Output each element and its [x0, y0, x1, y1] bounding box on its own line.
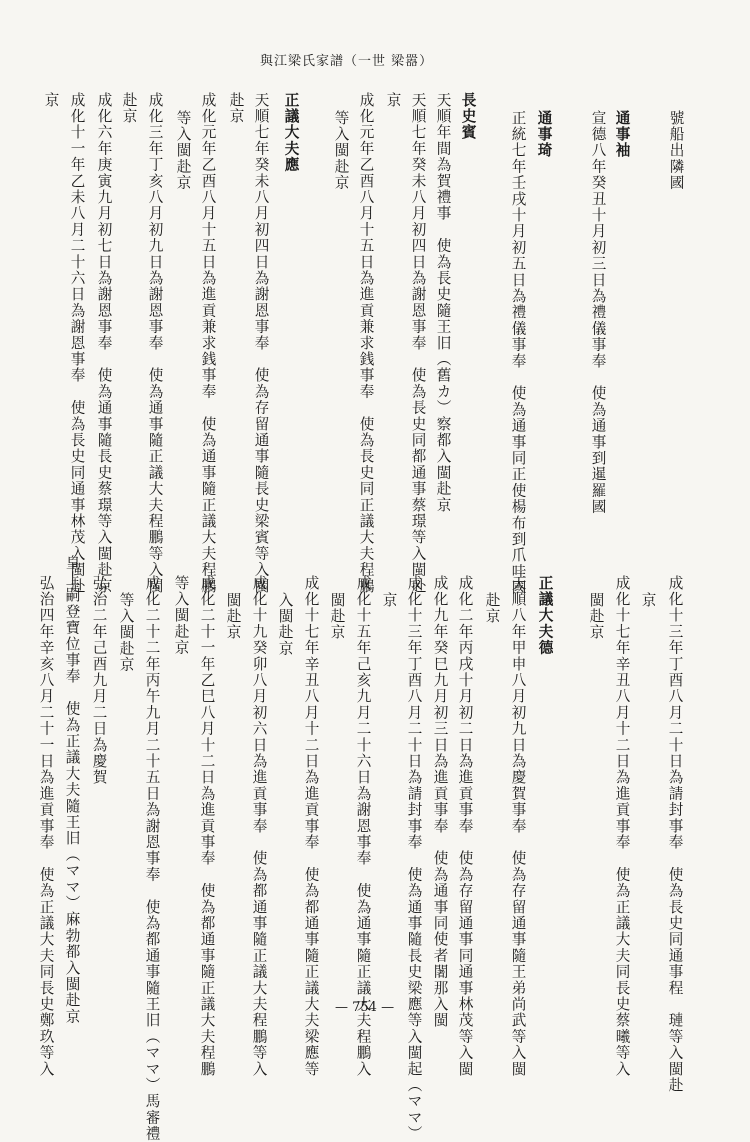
text-column: 等入閩赴京	[332, 110, 350, 191]
text-column: 入閩赴京	[276, 592, 294, 657]
text-column: 成化十九癸卯八月初六日為進貢事奉 使為都通事隨正議大夫程鵬等入	[250, 575, 268, 1078]
text-column: 宣德八年癸丑十月初三日為禮儀事奉 使為通事到暹羅國	[589, 110, 607, 515]
section-heading: 正議大夫德	[536, 575, 554, 656]
text-column: 號船出隣國	[667, 110, 685, 191]
text-column: 赴京	[120, 92, 138, 125]
text-column: 成化十一年乙未八月二十六日為謝恩事奉 使為長史同通事林茂入閩赴	[68, 92, 86, 595]
text-column: 成化二十二年丙午九月二十五日為謝恩事奉 使為都通事隨王旧（ママ）馬審禮	[143, 575, 161, 1142]
section-heading: 通事袖	[613, 110, 631, 159]
text-column: 成化九年癸巳九月初三日為進貢事奉 使為通事同使者闍那入閩	[431, 575, 449, 1029]
text-column: 等入閩赴京	[172, 575, 190, 656]
section-heading: 通事琦	[535, 110, 553, 159]
text-column: 成化二年丙戌十月初二日為進貢事奉 使為存留通事同通事林茂等入閩	[456, 575, 474, 1078]
text-column: 成化六年庚寅九月初七日為謝恩事奉 使為通事隨長史蔡璟等入閩赴京	[95, 92, 113, 595]
text-column: 弘治四年辛亥八月二十一日為進貢事奉 使為正議大夫同長史鄭玖等入	[37, 575, 55, 1078]
text-column: 閩赴京	[328, 592, 346, 641]
text-column: 京	[384, 92, 402, 109]
text-column: 赴京	[227, 92, 245, 125]
text-column: 京	[380, 592, 398, 609]
text-column: 成化元年乙酉八月十五日為進貢兼求銭事奉 使為通事隨正議大夫程鵬	[199, 92, 217, 595]
section-heading: 正議大夫應	[282, 92, 300, 173]
text-column: 成化十七年辛丑八月十二日為進貢事奉 使為正議大夫同長史蔡曦等入	[613, 575, 631, 1078]
text-column: 等入閩赴京	[117, 592, 135, 673]
text-column: 成化二十一年乙巳八月十二日為進貢事奉 使為都通事隨正議大夫程鵬	[198, 575, 216, 1078]
text-column: 正統七年壬戌十月初五日為禮儀事奉 使為通事同正使楊布到爪哇國	[509, 110, 527, 596]
text-column: 皇上嗣登寶位事奉 使為正議大夫隨王旧（ママ）麻勃都入閩赴京	[63, 555, 81, 1025]
text-column: 天順八年甲申八月初九日為慶賀事奉 使為存留通事隨王弟尚武等入閩	[509, 575, 527, 1078]
text-column: 天順七年癸未八月初四日為謝恩事奉 使為存留通事隨長史梁賓等入閩	[252, 92, 270, 595]
text-column: 天順七年癸未八月初四日為謝恩事奉 使為長史同都通事蔡璟等入閩赴	[409, 92, 427, 595]
text-column: 天順年間為賀禮事 使為長史隨王旧（舊カ）察都入閩赴京	[434, 92, 452, 514]
page-number: — 754 —	[335, 1000, 395, 1015]
text-column: 京	[42, 92, 60, 109]
text-column: 閩赴京	[587, 592, 605, 641]
text-column: 成化十三年丁酉八月二十日為請封事奉 使為長史同通事程 璉等入閩赴	[666, 575, 684, 1094]
text-column: 成化三年丁亥八月初九日為謝恩事奉 使為通事隨正議大夫程鵬等入閩	[146, 92, 164, 595]
section-heading: 長史賓	[459, 92, 477, 141]
text-column: 弘治二年己酉九月二日為慶賀	[90, 575, 108, 786]
text-column: 京	[639, 592, 657, 609]
text-column: 成化十七年辛丑八月十二日為進貢事奉 使為都通事隨正議大夫梁應等	[302, 575, 320, 1078]
text-column: 赴京	[483, 592, 501, 625]
page-header: 與江梁氏家譜（一世 梁嚣）	[260, 54, 434, 69]
text-column: 成化十五年己亥九月二十六日為謝恩事奉 使為通事隨正議大夫程鵬入	[354, 575, 372, 1078]
text-column: 成化元年乙酉八月十五日為進貢兼求銭事奉 使為長史同正議大夫程鵬	[357, 92, 375, 595]
text-column: 成化十三年丁酉八月二十日為請封事奉 使為通事隨長史梁應等入閩起（ママ）	[405, 575, 423, 1142]
text-column: 等入閩赴京	[174, 110, 192, 191]
text-column: 閩赴京	[224, 592, 242, 641]
